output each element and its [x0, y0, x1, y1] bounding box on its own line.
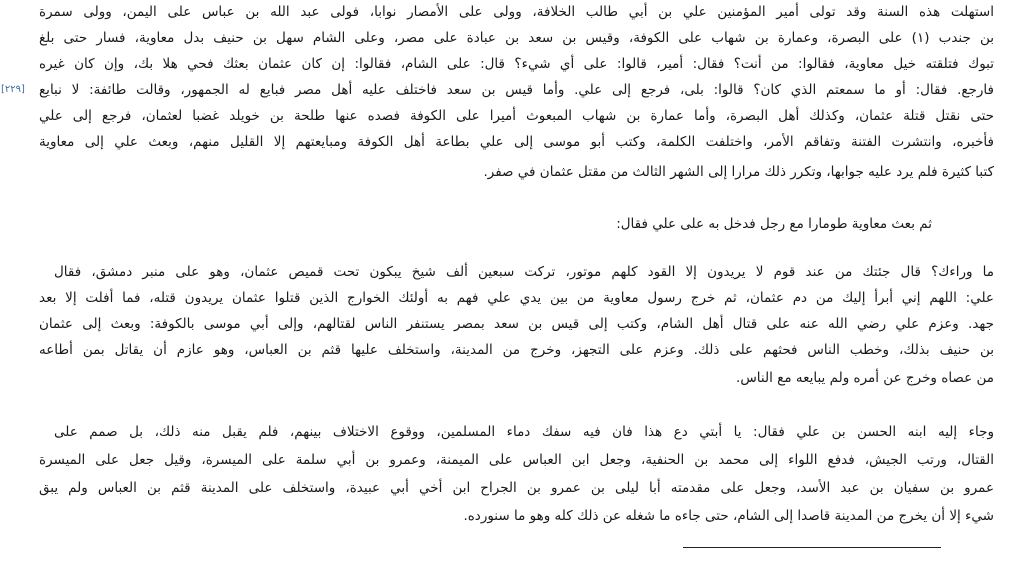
text-line: جهد. وعزم علي رضي الله عنه على قتال أهل الشام، وكتب إلى قيس بن سعد بمصر يستنفر الناس لقتالهم، وإلى أبي موسى بالكوفة: وبعث إلى عثمان [39, 316, 994, 332]
text-line: عمرو بن سفيان بن عبد الأسد، وجعل على مقدمته أبا ليلى بن عمرو بن الجراح ابن أخي أبي عبيدة، واستخلف على المدينة قثم بن العباس ولم يبق [39, 480, 994, 496]
text-line: بن حنيف بذلك، وخطب الناس فحثهم على ذلك. وعزم على التجهز، وخرج من المدينة، واستخلف عليها قثم بن العباس، وهو عازم أن يقاتل بمن أطاعه [39, 342, 994, 358]
text-line: حتى نقتل قتلة عثمان، وكذلك أهل البصرة، وأما عمارة بن شهاب المبعوث أميرا على الكوفة فصده عنها طلحة بن خويلد غضبا لعثمان، فرجع إلى علي [39, 108, 994, 124]
text-line: كتبا كثيرة فلم يرد عليه جوابها، وتكرر ذلك مرارا إلى الشهر الثالث من مقتل عثمان في صفر. [483, 164, 994, 180]
paragraph-2: ثم بعث معاوية طومارا مع رجل فدخل به على علي فقال: [616, 216, 932, 232]
footnote-separator [683, 547, 941, 548]
text-line: فارجع. فقال: أو ما سمعتم الذي كان؟ قالوا: بلى، فرجع إلى علي. وأما قيس بن سعد فاختلف عليه أهل مصر فبايع له الجمهور، وقالت طائفة: لا نبايع [39, 82, 994, 98]
text-line: ما وراءك؟ قال جئتك من عند قوم لا يريدون إلا القود كلهم موتور، تركت سبعين ألف شيخ يبكون تحت قميص عثمان، وهو على منبر دمشق، فقال [54, 264, 994, 280]
text-line: فأخبره، وانتشرت الفتنة وتفاقم الأمر، واختلفت الكلمة، وكتب أبو موسى إلى علي بطاعة أهل الكوفة ومبايعتهم إلا القليل منهم، وبعث علي إلى معاوية [39, 134, 994, 150]
text-line: شيء إلا أن يخرج من المدينة قاصدا إلى الشام، حتى جاءه ما شغله عن ذلك كله وهو ما سنورده. [463, 508, 994, 524]
text-line: من عصاه وخرج عن أمره ولم يبايعه مع الناس. [736, 370, 994, 386]
text-line: بن جندب (١) على البصرة، وعمارة بن شهاب على الكوفة، وقيس بن سعد بن عبادة على مصر، وعلى الشام سهل بن حنيف بدل معاوية، فسار حتى بلغ [39, 30, 994, 46]
text-line: علي: اللهم إني أبرأ إليك من دم عثمان، ثم خرج رسول معاوية من بين يدي علي فهم به أولئك الخوارج الذين قتلوا عثمان يريدون قتله، فما أفلت إلا بعد [39, 290, 994, 306]
text-line: تبوك فتلقته خيل معاوية، فقالوا: من أنت؟ فقال: أمير، قالوا: على أي شيء؟ قال: على الشام، فقالوا: إن كان عثمان بعثك فحي هلا بك، وإن كان غيره [39, 56, 994, 72]
text-line: استهلت هذه السنة وقد تولى أمير المؤمنين علي بن أبي طالب الخلافة، وولى على الأمصار نوابا، فولى عبد الله بن عباس على اليمن، وولى سمرة [39, 4, 994, 20]
page-number-marker: [٢٢٩] [1, 84, 25, 95]
text-line: القتال، ورتب الجيش، فدفع اللواء إلى محمد بن الحنفية، وجعل ابن العباس على الميمنة، وعمرو بن أبي سلمة على الميسرة، وقيل جعل على الميسرة [39, 452, 994, 468]
text-line: وجاء إليه ابنه الحسن بن علي فقال: يا أبتي دع هذا فان فيه سفك دماء المسلمين، ووقوع الاختلاف بينهم، فلم يقبل منه ذلك، بل صمم على [54, 424, 994, 440]
